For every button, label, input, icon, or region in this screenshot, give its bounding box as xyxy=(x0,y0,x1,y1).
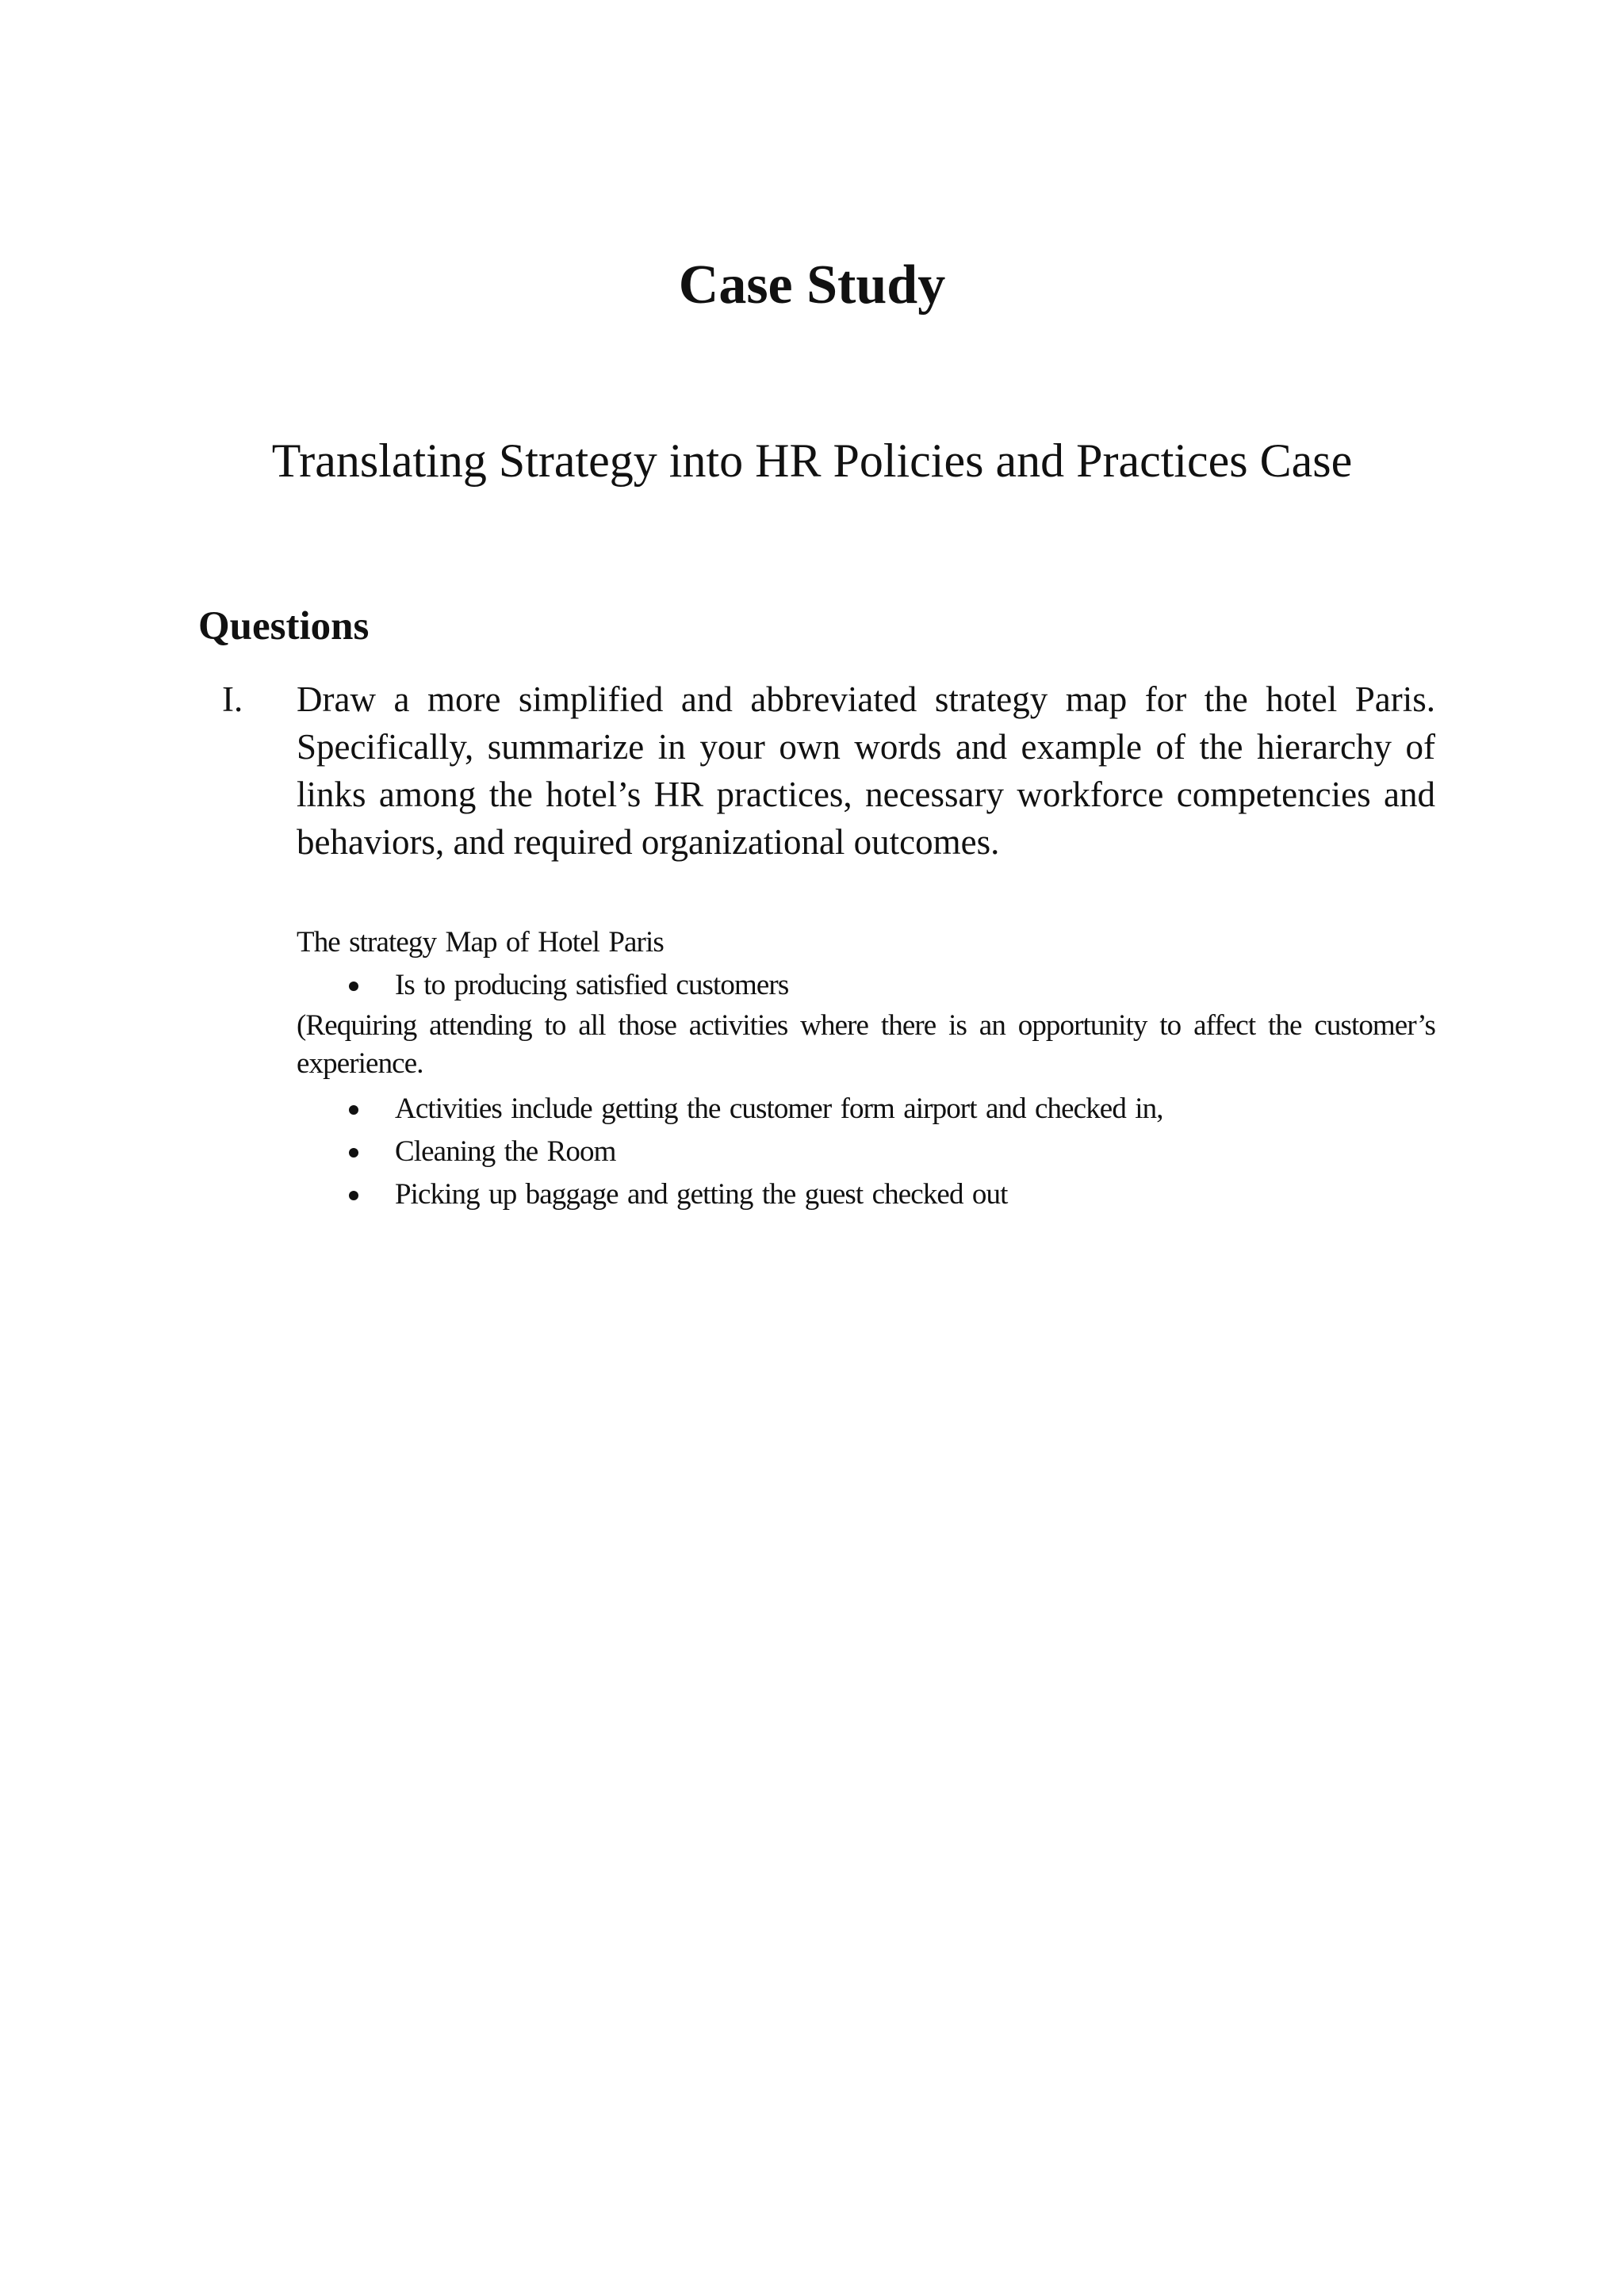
bullet-item xyxy=(297,1088,1435,1131)
answer-heading: The strategy Map of Hotel Paris xyxy=(297,926,664,959)
document-title: Case Study xyxy=(678,254,946,316)
document-subtitle: Translating Strategy into HR Policies and Practices Case xyxy=(271,434,1353,487)
bullet-item xyxy=(297,1131,1435,1173)
bullet-icon xyxy=(349,982,358,991)
bullet-icon xyxy=(349,1105,358,1115)
answer-bullet-list-primary xyxy=(297,964,1435,1007)
answer-bullet-list-activities xyxy=(297,1088,1435,1216)
question-number: I. xyxy=(222,679,243,719)
question-text: Draw a more simplified and abbreviated strategy map for the hotel Paris. Specifically, summarize in your own words and example of the hierarchy of links among the hotel’s HR practices, necessary workforce competencies and behaviors, and required organizational outcomes. xyxy=(297,679,1435,862)
bullet-text: Activities include getting the customer form airport and checked in, xyxy=(395,1093,1163,1125)
answer-block xyxy=(297,921,1435,1216)
answer-note: (Requiring attending to all those activities where there is an opportunity to affect the customer’s experience. xyxy=(297,1009,1435,1080)
bullet-icon xyxy=(349,1148,358,1158)
questions-heading: Questions xyxy=(198,604,370,649)
bullet-text: Cleaning the Room xyxy=(395,1135,616,1168)
bullet-item xyxy=(297,964,1435,1007)
bullet-text: Is to producing satisfied customers xyxy=(395,969,789,1001)
bullet-item xyxy=(297,1173,1435,1216)
bullet-icon xyxy=(349,1191,358,1200)
bullet-text: Picking up baggage and getting the guest checked out xyxy=(395,1178,1008,1211)
